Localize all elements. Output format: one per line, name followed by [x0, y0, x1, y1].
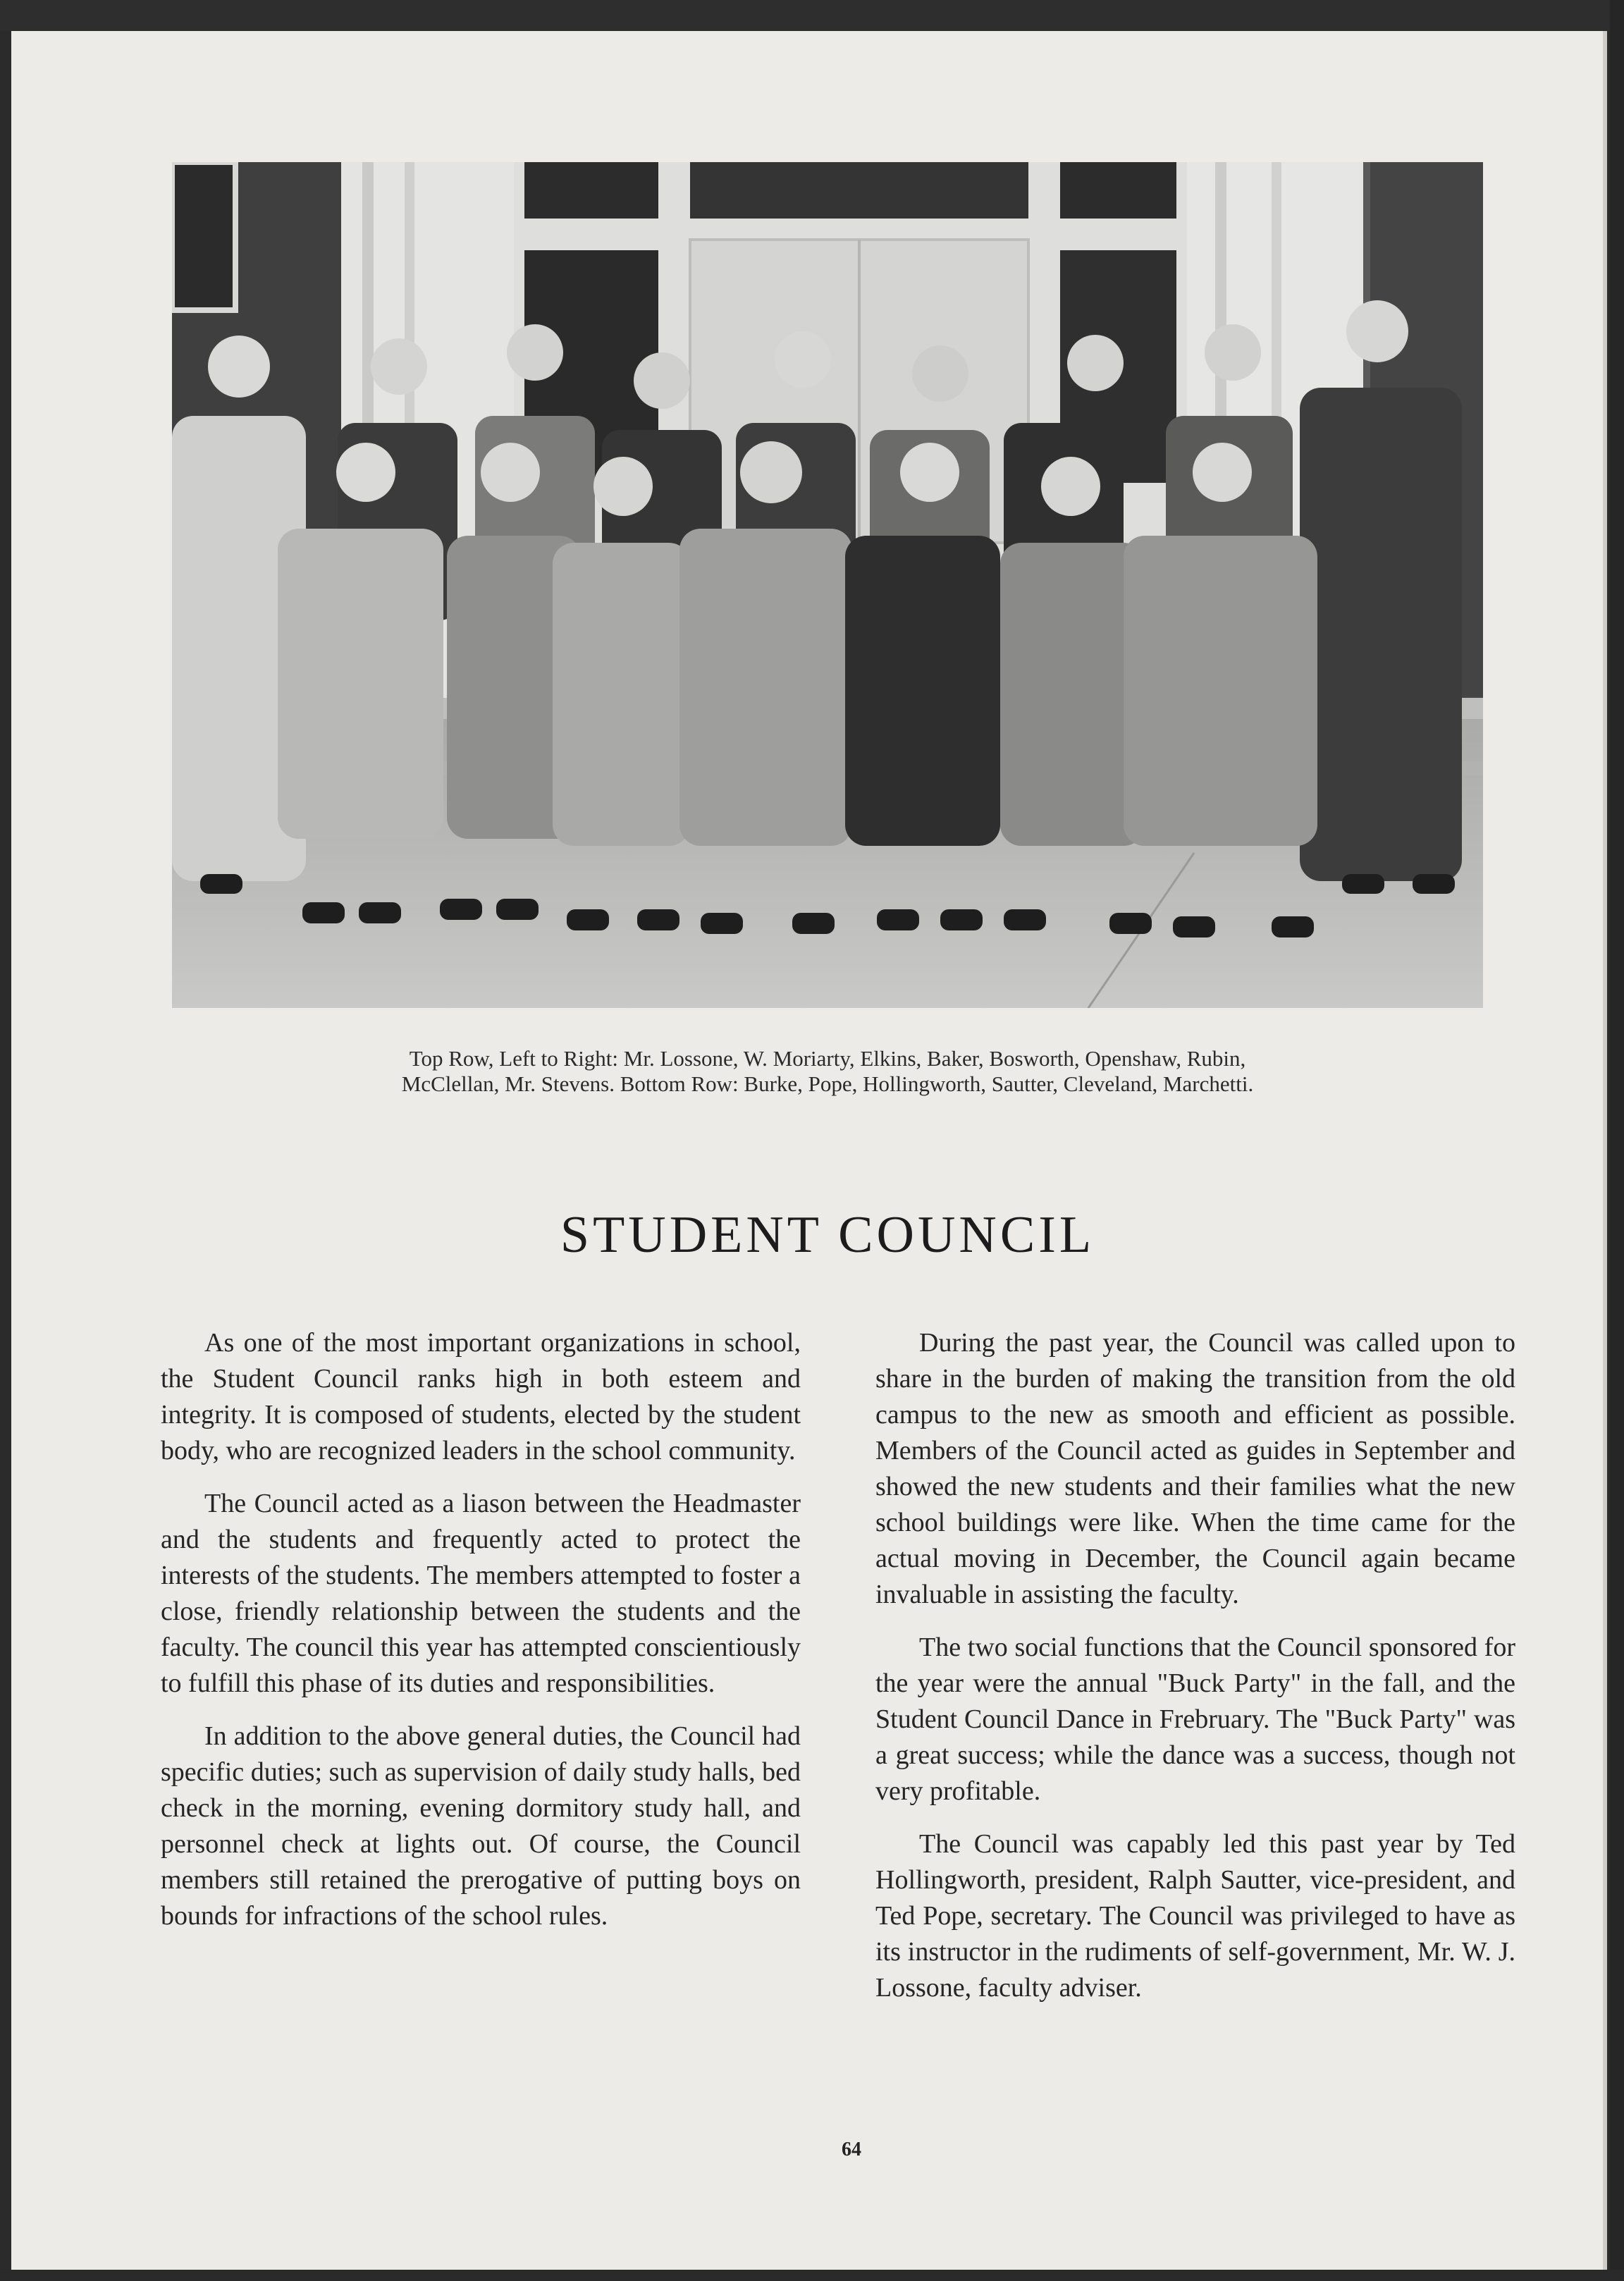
- scan-border-bottom: [0, 2270, 1624, 2281]
- scan-border-right: [1610, 0, 1624, 2281]
- left-column: [161, 1325, 801, 1951]
- caption-line-2: McClellan, Mr. Stevens. Bottom Row: Burke, Pope, Hollingworth, Sautter, Cleveland, Marchetti.: [401, 1071, 1254, 1096]
- page-title: STUDENT COUNCIL: [560, 1206, 1095, 1264]
- page-number: 64: [842, 2139, 861, 2160]
- photo-caption: [172, 1046, 1483, 1097]
- paragraph: The Council was capably led this past year by Ted Hollingworth, president, Ralph Sautter, vice-president, and Ted Pope, secretary. The Council was privileged to have as its instructor in the rudiments of self-government, Mr. W. J. Lossone, faculty adviser.: [875, 1829, 1515, 2003]
- paragraph: In addition to the above general duties, the Council had specific duties; such as supervision of daily study halls, bed check in the morning, evening dormitory study hall, and personnel check at lights out. Of course, the Council members still retained the prerogative of putting boys on bounds for infractions of the school rules.: [161, 1721, 801, 1931]
- paragraph: As one of the most important organizations in school, the Student Council ranks high in both esteem and integrity. It is composed of students, elected by the student body, who are recognized leaders in the school community.: [161, 1328, 801, 1465]
- paragraph: The Council acted as a liason between the Headmaster and the students and frequently acted to protect the interests of the students. The members attempted to foster a close, friendly relationship between the students and the faculty. The council this year has attempted conscientiously to fulfill this phase of its duties and responsibilities.: [161, 1489, 801, 1698]
- paragraph: The two social functions that the Council sponsored for the year were the annual "Buck Party" in the fall, and the Student Council Dance in Frebruary. The "Buck Party" was a great success; while the dance was a success, though not very profitable.: [875, 1633, 1515, 1806]
- paragraph: During the past year, the Council was called upon to share in the burden of making the transition from the old campus to the new as smooth and efficient as possible. Members of the Council acted as guides in September and showed the new students and their families what the new school buildings were like. When the time came for the actual moving in December, the Council again became invaluable in assisting the faculty.: [875, 1328, 1515, 1609]
- right-column: [875, 1325, 1515, 2023]
- caption-line-1: Top Row, Left to Right: Mr. Lossone, W. Moriarty, Elkins, Baker, Bosworth, Openshaw, Rubin,: [409, 1046, 1246, 1071]
- group-photo: [172, 162, 1483, 1008]
- scan-border-top: [0, 0, 1624, 31]
